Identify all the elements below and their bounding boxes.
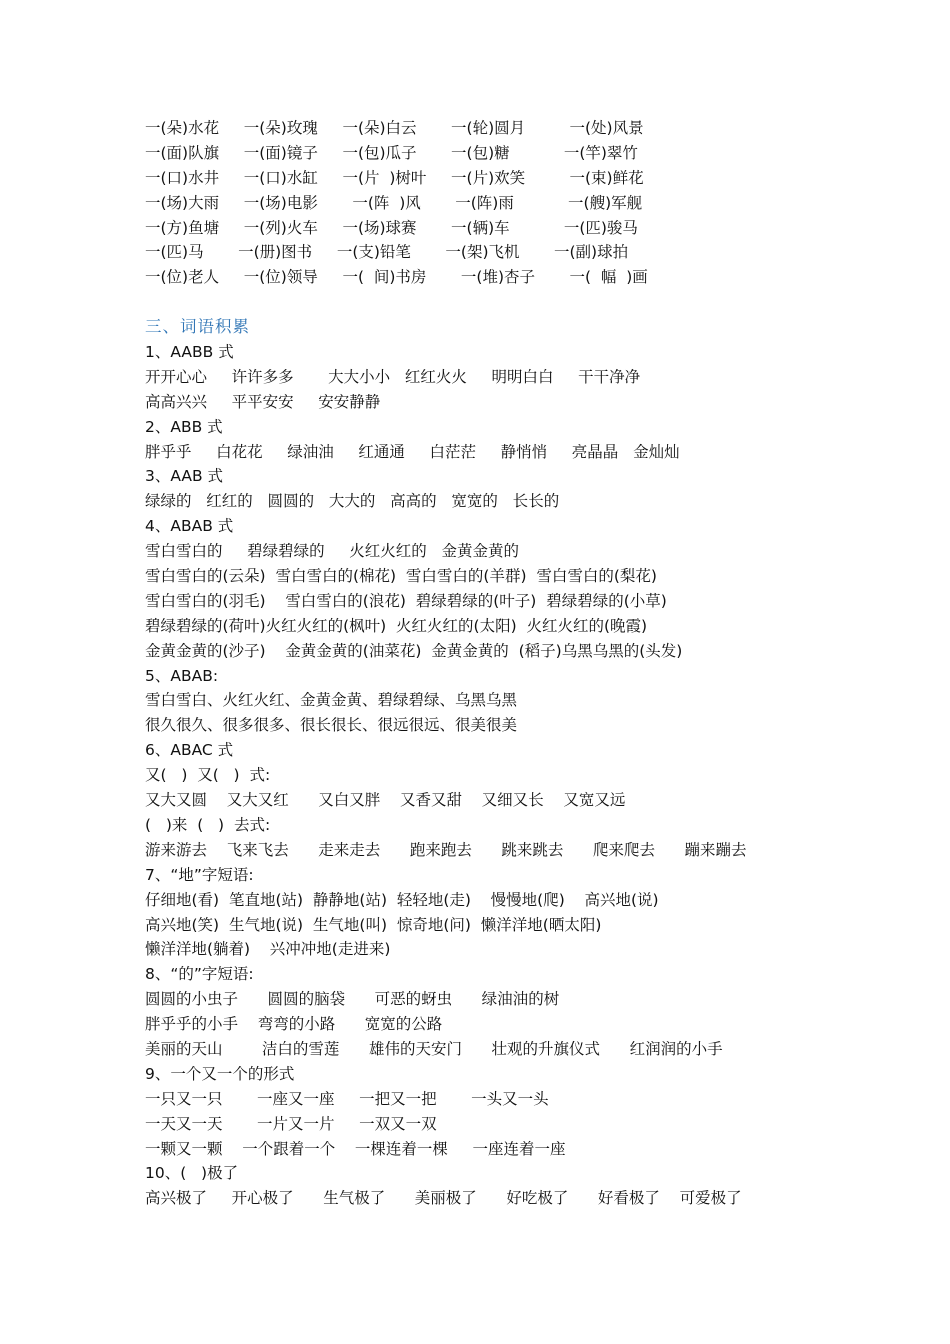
subheading: 2、ABB 式: [145, 417, 223, 436]
spacer: [145, 290, 845, 315]
subheading: 3、AAB 式: [145, 467, 224, 486]
section-heading: 三、词语积累: [145, 317, 250, 337]
text-line: 高高兴兴 平平安安 安安静静: [145, 392, 381, 411]
text-line: 胖乎乎 白花花 绿油油 红通通 白茫茫 静悄悄 亮晶晶 金灿灿: [145, 442, 680, 461]
subheading: 8、“的”字短语:: [145, 965, 254, 984]
measure-word-line: 一(方)鱼塘 一(列)火车 一(场)球赛 一(辆)车 一(匹)骏马: [145, 218, 638, 237]
text-line: 一颗又一颗 一个跟着一个 一棵连着一棵 一座连着一座: [145, 1139, 566, 1158]
text-line: 又大又圆 又大又红 又白又胖 又香又甜 又细又长 又宽又远: [145, 791, 626, 810]
text-line: 雪白雪白、火红火红、金黄金黄、碧绿碧绿、乌黑乌黑: [145, 691, 518, 710]
text-line: 仔细地(看) 笔直地(站) 静静地(站) 轻轻地(走) 慢慢地(爬) 高兴地(说): [145, 890, 659, 909]
measure-word-line: 一(场)大雨 一(场)电影 一(阵 )风 一(阵)雨 一(艘)军舰: [145, 193, 643, 212]
text-line: 开开心心 许许多多 大大小小 红红火火 明明白白 干干净净: [145, 367, 641, 386]
subheading: 7、“地”字短语:: [145, 865, 254, 884]
text-line: 胖乎乎的小手 弯弯的小路 宽宽的公路: [145, 1015, 443, 1034]
subheading: 9、一个又一个的形式: [145, 1064, 295, 1083]
text-line: 一只又一只 一座又一座 一把又一把 一头又一头: [145, 1089, 549, 1108]
text-line: 圆圆的小虫子 圆圆的脑袋 可恶的蚜虫 绿油油的树: [145, 990, 560, 1009]
subheading: 10、( )极了: [145, 1164, 239, 1183]
measure-word-list: [145, 116, 845, 290]
measure-word-line: 一(朵)水花 一(朵)玫瑰 一(朵)白云 一(轮)圆月 一(处)风景: [145, 119, 644, 137]
text-line: 美丽的天山 洁白的雪莲 雄伟的天安门 壮观的升旗仪式 红润润的小手: [145, 1039, 723, 1058]
text-line: 金黄金黄的(沙子) 金黄金黄的(油菜花) 金黄金黄的 (稻子)乌黑乌黑的(头发): [145, 641, 683, 660]
measure-word-line: 一(匹)马 一(册)图书 一(支)铅笔 一(架)飞机 一(副)球拍: [145, 243, 629, 262]
subheading: 4、ABAB 式: [145, 517, 234, 536]
text-line: 懒洋洋地(躺着) 兴冲冲地(走进来): [145, 940, 391, 959]
text-line: 雪白雪白的(云朵) 雪白雪白的(棉花) 雪白雪白的(羊群) 雪白雪白的(梨花): [145, 567, 657, 586]
text-line: 高兴地(笑) 生气地(说) 生气地(叫) 惊奇地(问) 懒洋洋地(晒太阳): [145, 915, 602, 934]
measure-word-line: 一(口)水井 一(口)水缸 一(片 )树叶 一(片)欢笑 一(束)鲜花: [145, 168, 644, 187]
text-line: 雪白雪白的(羽毛) 雪白雪白的(浪花) 碧绿碧绿的(叶子) 碧绿碧绿的(小草): [145, 591, 667, 610]
subheading: 1、AABB 式: [145, 343, 234, 362]
subheading: 5、ABAB:: [145, 666, 219, 685]
text-line: 碧绿碧绿的(荷叶)火红火红的(枫叶) 火红火红的(太阳) 火红火红的(晚霞): [145, 616, 648, 635]
document-page: [145, 116, 845, 1211]
text-line: ( )来 ( ) 去式:: [145, 815, 271, 834]
text-line: 高兴极了 开心极了 生气极了 美丽极了 好吃极了 好看极了 可爱极了: [145, 1189, 742, 1208]
text-line: 绿绿的 红红的 圆圆的 大大的 高高的 宽宽的 长长的: [145, 492, 560, 511]
text-line: 游来游去 飞来飞去 走来走去 跑来跑去 跳来跳去 爬来爬去 蹦来蹦去: [145, 840, 747, 859]
text-line: 又( ) 又( ) 式:: [145, 766, 271, 785]
measure-word-line: 一(位)老人 一(位)领导 一( 间)书房 一(堆)杏子 一( 幅 )画: [145, 268, 648, 287]
word-accumulation-list: [145, 340, 845, 1211]
text-line: 很久很久、很多很多、很长很长、很远很远、很美很美: [145, 716, 518, 735]
measure-word-line: 一(面)队旗 一(面)镜子 一(包)瓜子 一(包)糖 一(竿)翠竹: [145, 143, 638, 162]
subheading: 6、ABAC 式: [145, 741, 234, 760]
text-line: 一天又一天 一片又一片 一双又一双: [145, 1114, 437, 1133]
text-line: 雪白雪白的 碧绿碧绿的 火红火红的 金黄金黄的: [145, 542, 520, 561]
